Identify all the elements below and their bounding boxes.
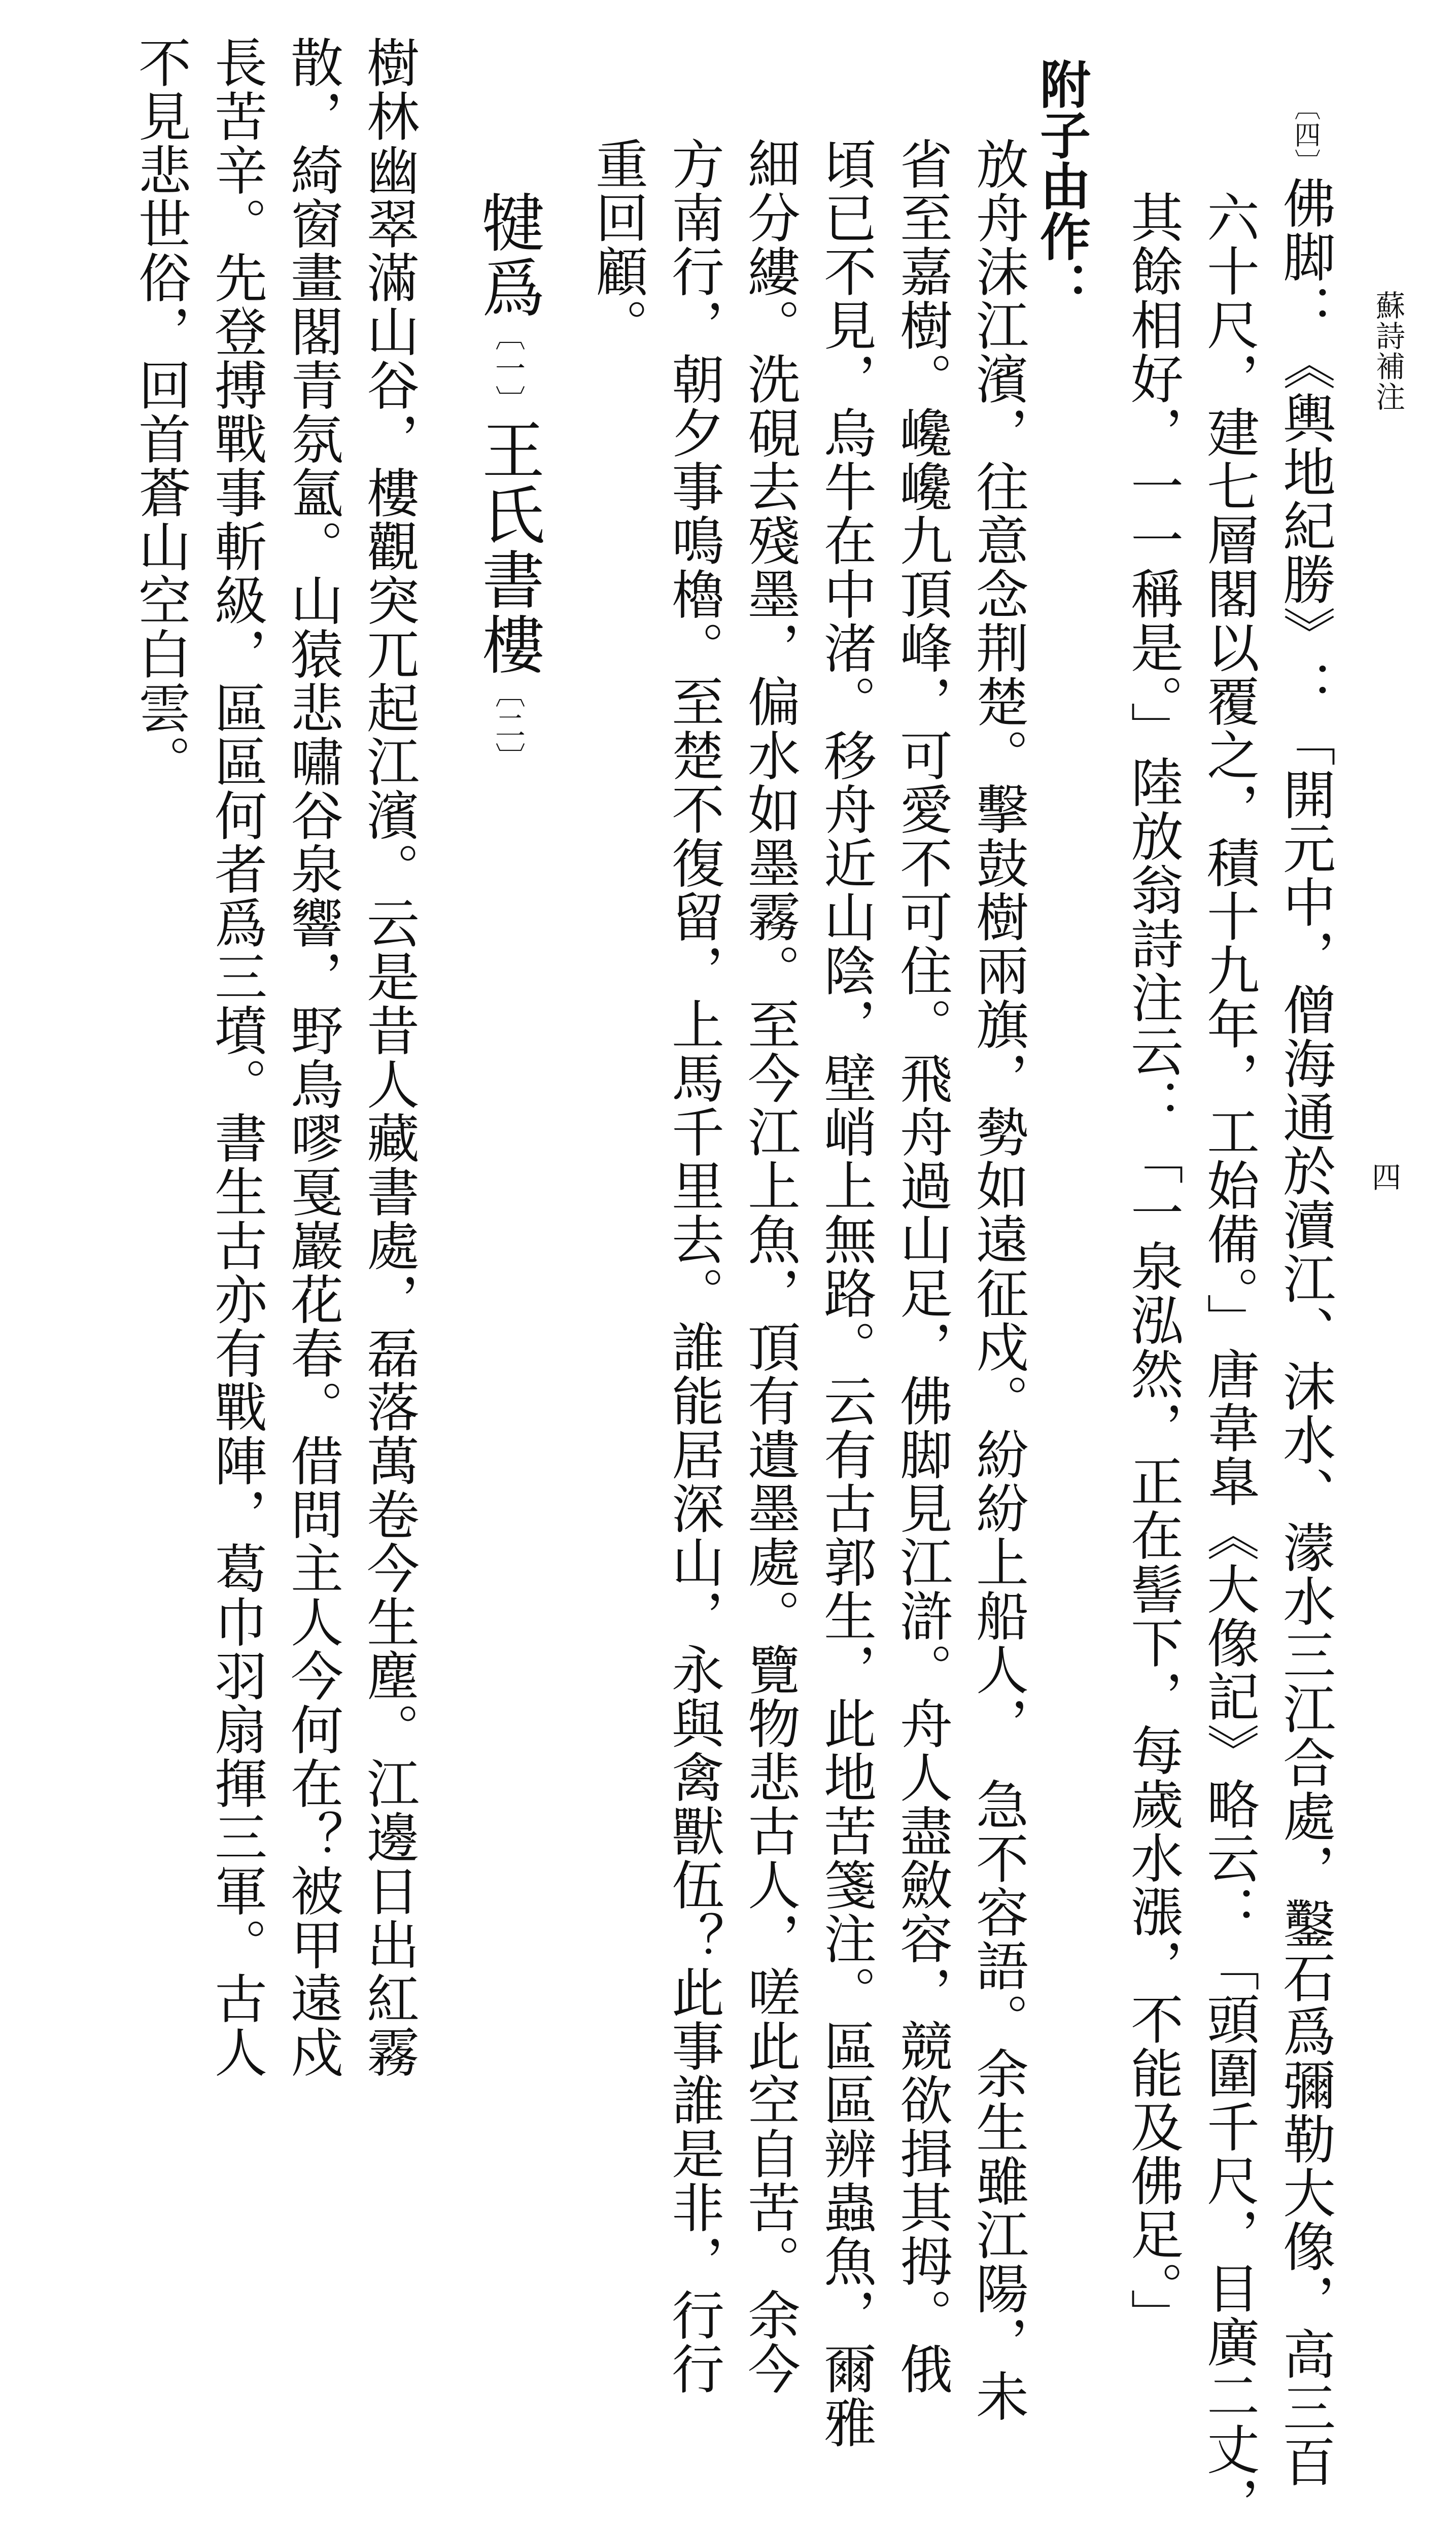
note-4-marker: 〔四〕 xyxy=(1290,94,1320,176)
poem-title-part-1: 犍爲 xyxy=(471,190,544,320)
poem-line-4: 不見悲世俗，回首蒼山空白雲。 xyxy=(129,36,191,788)
poem-title xyxy=(463,190,553,775)
page-number: 四 xyxy=(1367,1162,1401,1191)
note-4-line-1 xyxy=(1274,94,1336,2488)
book-title: 蘇詩補注 xyxy=(1371,290,1405,412)
appendix-line-1: 放舟沫江濱，往意念荆楚。擊鼓樹兩旗，勢如遠征戍。紛紛上船人， 急不容語。余生雖江陽，未 xyxy=(967,137,1029,2423)
appendix-heading: 附子由作： xyxy=(1031,58,1091,312)
appendix-line-6: 重回顧。 xyxy=(586,137,648,352)
poem-line-2: 散，綺窗畫閣青氛氳。山猿悲嘯谷泉響，野鳥嘐戛巖花春。借問主人今何在？被甲遠戍 xyxy=(282,36,343,2079)
title-note-marker-2: 〔二〕 xyxy=(490,677,526,775)
poem-line-3: 長苦辛。先登搏戰事斬級，區區何者爲三墳。書生古亦有戰陣，葛巾羽扇揮三軍。古人 xyxy=(205,36,267,2079)
poem-line-1: 樹林幽翠滿山谷，樓觀突兀起江濱。云是昔人藏書處，磊落萬卷今生塵。江邊日出紅霧 xyxy=(358,36,420,2079)
title-note-marker-1: 〔一〕 xyxy=(490,320,526,418)
appendix-line-4: 細分縷。洗硯去殘墨，偏水如墨霧。至今江上魚，頂有遺墨處。覽物悲古人，嗟此空自苦。余今 xyxy=(739,137,801,2396)
poem-title-part-2: 王氏書樓 xyxy=(471,418,544,677)
note-4-line-3: 其餘相好，一一稱是。」陸放翁詩注云：「一泉泓然，正在髻下，每歲水漲，不能及佛足。」 xyxy=(1122,190,1184,2342)
note-4-line-2: 六十尺，建七層閣以覆之，積十九年，工始備。」唐韋臯《大像記》略云：「頭圍千尺，目廣二丈， xyxy=(1198,190,1260,2530)
appendix-line-3: 頃已不見，烏牛在中渚。移舟近山陰，壁峭上無路。云有古郭生，此地苦箋注。區區辨蟲魚，爾雅 xyxy=(815,137,877,2449)
note-4-text-1: 佛脚：《輿地紀勝》：「開元中，僧海通於瀆江、沫水、濛水三江合處，鑿石爲彌勒大像，高三百 xyxy=(1274,176,1336,2488)
appendix-line-5: 方南行，朝夕事鳴櫓。至楚不復留，上馬千里去。誰能居深山，永與禽獸伍？此事誰是非，行行 xyxy=(663,137,724,2396)
appendix-line-2: 省至嘉樹。巉巉九頂峰，可愛不可住。飛舟過山足，佛脚見江滸。舟人盡斂容，競欲揖其拇。俄 xyxy=(891,137,953,2396)
